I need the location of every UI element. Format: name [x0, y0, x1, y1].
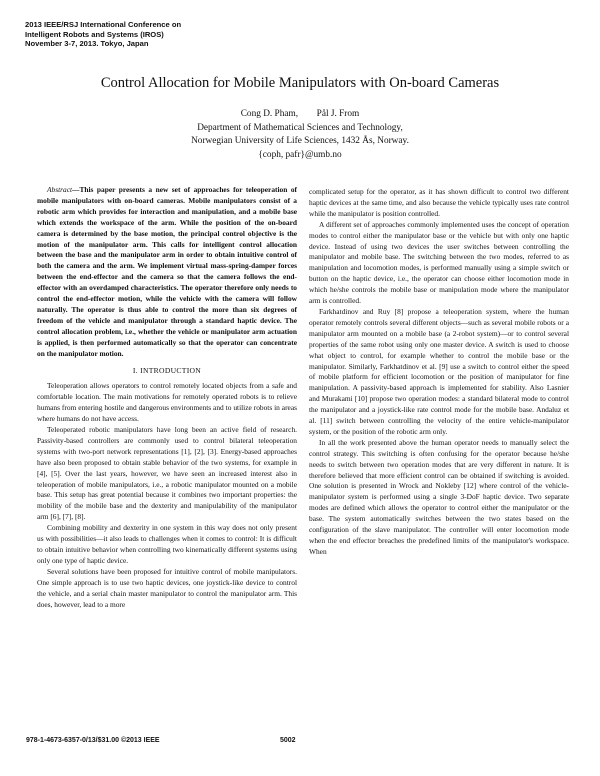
- paragraph: Teleoperated robotic manipulators have long been an active field of research. Passivity-based controllers are commonly used to control bilateral teleoperation systems with two-port network representations [1], [2], [3]. Energy-based approaches have also been proposed to obtain stable behavior of the two systems, for example in [4], [5]. Over the last years, however, we have seen an increased interest also in teleoperation of mobile manipulators, i.e., a robotic manipulator mounted on a mobile base. This setup has great potential because it combines two important properties: the mobility of the mobile base and the dexterity and manipulability of the manipulator arm [6], [7], [8].: [37, 425, 297, 522]
- paragraph: A different set of approaches commonly implemented uses the concept of operation modes to control either the manipulator base or the vehicle but with only one haptic device. Instead of using two devices the user switches between controlling the manipulator and mobile base. The switching between the two modes, referred to as manipulation and locomotion modes, is performed manually using a simple switch or button on the haptic device, i.e., the operator can choose either locomotion mode in which he/she controls the mobile base or manipulation mode where the manipulator arm is controlled.: [309, 219, 569, 306]
- paragraph: In all the work presented above the human operator needs to manually select the control strategy. This switching is often confusing for the operator because he/she needs to switch between two operation modes that are very different in nature. It is therefore believed that more efficient control can be obtained if switching is avoided. One solution is presented in Wrock and Nokleby [12] where control of the vehicle-manipulator system is performed using a single 3-DoF haptic device. Two separate modes are defined which allows the operator to control either the manipulator or the base. The system automatically switches between the two states based on the configuration of the slave manipulator. The controller will enter locomotion mode when the end effector breaches the predefined limits of the manipulator's workspace. When: [309, 437, 569, 556]
- author-email: {coph, pafr}@umb.no: [258, 149, 342, 160]
- conference-header: [25, 20, 355, 49]
- conference-line-1: 2013 IEEE/RSJ International Conference on: [25, 20, 182, 29]
- paper-title: Control Allocation for Mobile Manipulators with On-board Cameras: [100, 75, 500, 91]
- affiliation-line-1: Department of Mathematical Sciences and Technology,: [197, 122, 403, 133]
- abstract-label: Abstract: [47, 185, 73, 194]
- abstract: [37, 185, 297, 360]
- authors: Cong D. Pham, Pål J. From: [240, 109, 360, 119]
- paragraph: complicated setup for the operator, as it has shown difficult to control two different haptic devices at the same time, and also because the vehicle typically uses rate control while the manipulator is position controlled.: [309, 187, 569, 218]
- conference-line-2: Intelligent Robots and Systems (IROS): [25, 29, 164, 39]
- section-heading-introduction: I. INTRODUCTION: [132, 365, 202, 375]
- footer-page-number: 5002: [280, 737, 296, 744]
- affiliation-line-2: Norwegian University of Life Sciences, 1432 Ås, Norway.: [191, 136, 409, 147]
- abstract-text: —This paper presents a new set of approaches for teleoperation of mobile manipulators with on-board cameras. Mobile manipulators consist of a robotic arm which provides for interaction and manipulation, and a mobile base which extends the workspace of the arm. While the position of the on-board camera is determined by the base motion, the principal control objective is the motion of the manipulator arm. This calls for intelligent control allocation between the base and the manipulator arm in order to obtain intuitive control of both the camera and the arm. We implement virtual mass-spring-damper forces between the end-effector and the camera so that the camera follows the end-effector with an overdamped characteristics. The operator therefore only needs to control the end-effector motion, while the vehicle with the camera will follow naturally. The operator is thus able to control the more than six degrees of freedom of the vehicle and manipulator through a standard haptic device. The control allocation problem, i.e., whether the vehicle or manipulator arm actuation is applied, is then performed automatically so that the operator can concentrate on the manipulator motion.: [37, 185, 297, 358]
- paragraph: Teleoperation allows operators to control remotely located objects from a safe and comfortable location. The main motivations for remotely operated robots is to relieve humans from entering hostile and dangerous environments and to utilize robots in areas where humans do not have access.: [37, 381, 297, 424]
- conference-line-3: November 3-7, 2013. Tokyo, Japan: [25, 39, 149, 48]
- paragraph: Farkhatdinov and Ruy [8] propose a teleoperation system, where the human operator remotely controls several different objects—such as several mobile robots or a manipulator arm mounted on a mobile base (a 2-robot system)—or to control several properties of the same robot using only one master device. A switch is used to choose what object to control, for example whether to control the mobile base or the manipulator. Similarly, Farkhatdinov et al. [9] use a switch to control either the speed of mobile platform for efficient locomotion or the position of manipulator for fine manipulation. A passivity-based approach is implemented for stability. Also Lasnier and Murakami [10] propose two operation modes: a standard bilateral mode to control the manipulator and a joystick-like rate control mode for the mobile base. Andaluz et al. [11] switch between controlling the velocity of the entire vehicle-manipulator system, or the position of the robotic arm only.: [309, 306, 569, 436]
- paragraph: Combining mobility and dexterity in one system in this way does not only present us with possibilities—it also leads to challenges when it comes to control: It is difficult to obtain intuitive behavior when controlling two kinematically different systems using only one type of haptic device.: [37, 523, 297, 565]
- footer-isbn: 978-1-4673-6357-0/13/$31.00 ©2013 IEEE: [26, 737, 160, 744]
- paragraph: Several solutions have been proposed for intuitive control of mobile manipulators. One simple approach is to use two haptic devices, one joystick-like device to control the vehicle, and a serial chain master manipulator to control the manipulator arm. This does, however, lead to a more: [37, 566, 297, 609]
- right-column: [309, 187, 569, 558]
- author-block: [0, 108, 600, 162]
- left-column: [37, 185, 297, 610]
